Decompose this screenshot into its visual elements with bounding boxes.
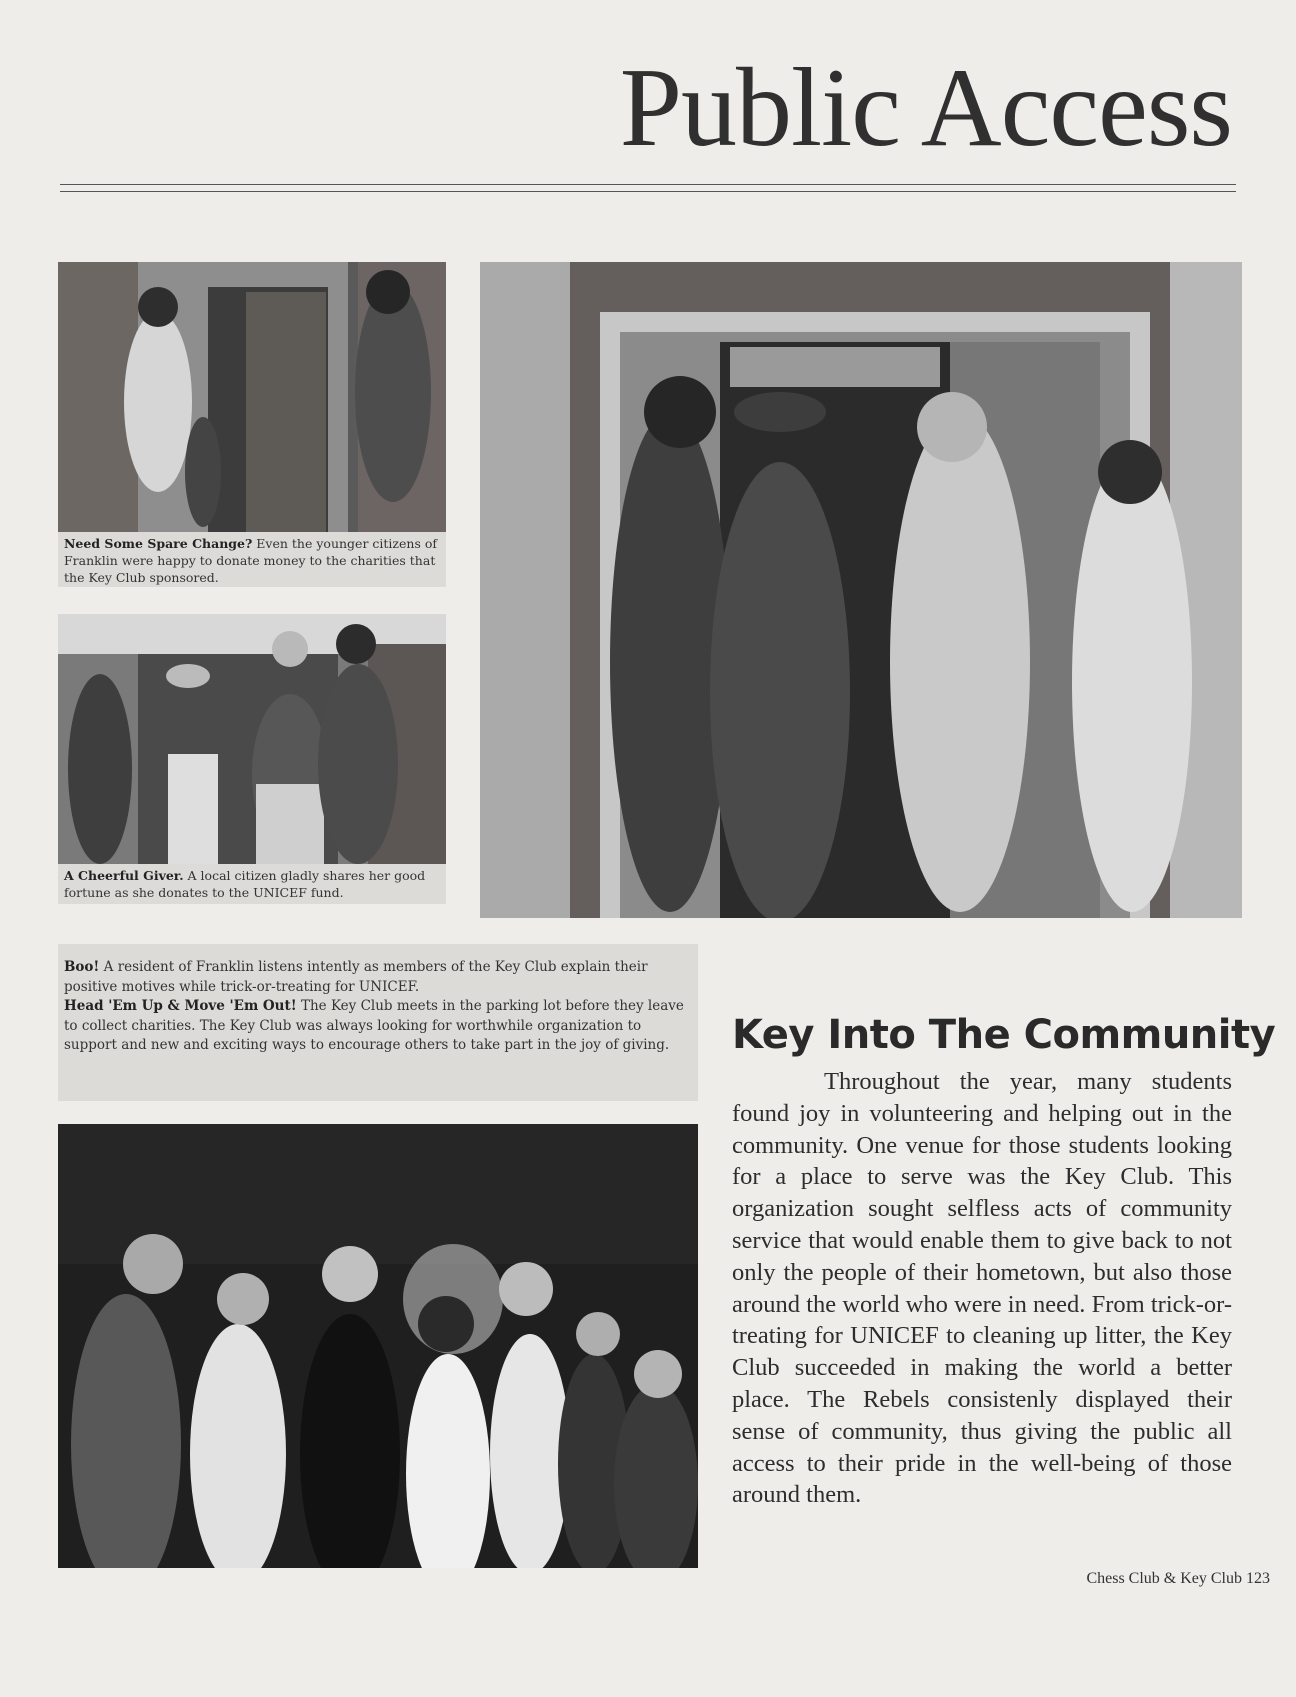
caption-boo-head-em-up	[58, 944, 698, 1101]
caption-spare-change	[58, 532, 446, 587]
caption-lead: Head 'Em Up & Move 'Em Out!	[64, 998, 297, 1014]
caption-text: Even the younger citizens of Franklin were happy to donate money to the charities that the Key Club sponsored.	[64, 536, 437, 585]
story-body: Throughout the year, many students found joy in volunteering and helping out in the community. One venue for those students looking for a place to serve was the Key Club. This organization sought selfless acts of community service that would enable them to give back to not only the people of their hometown, but also those around the world who were in need. From trick-or-treating for UNICEF to cleaning up litter, the Key Club succeeded in making the world a better place. The Rebels consistenly displayed their sense of community, thus giving the public all access to their pride in the well-being of those around them.	[732, 1068, 1232, 1509]
title-rule-top	[60, 184, 1236, 185]
photo-boo	[480, 262, 1242, 918]
caption-lead: A Cheerful Giver.	[64, 868, 184, 883]
photo-cheerful-giver	[58, 614, 446, 864]
caption-text: A local citizen gladly shares her good fortune as she donates to the UNICEF fund.	[64, 868, 426, 900]
caption-cheerful-giver	[58, 864, 446, 904]
caption-lead: Boo!	[64, 959, 100, 975]
page-title: Public Access	[619, 46, 1232, 170]
footer-page-number: 123	[1246, 1570, 1270, 1587]
story-heading: Key Into The Community	[732, 1012, 1276, 1058]
photo-spare-change	[58, 262, 446, 532]
caption-text: The Key Club meets in the parking lot before they leave to collect charities. The Key Club was always looking for worthwhile organization to support and new and exciting ways to encourage others to take part in the joy of giving.	[64, 998, 684, 1053]
title-rule-bottom	[60, 191, 1236, 192]
page-footer	[1086, 1570, 1270, 1588]
footer-section: Chess Club & Key Club	[1086, 1570, 1242, 1587]
caption-text: A resident of Franklin listens intently as members of the Key Club explain their positive motives while trick-or-treating for UNICEF.	[64, 959, 648, 995]
caption-lead: Need Some Spare Change?	[64, 536, 253, 551]
photo-head-em-up	[58, 1124, 698, 1568]
